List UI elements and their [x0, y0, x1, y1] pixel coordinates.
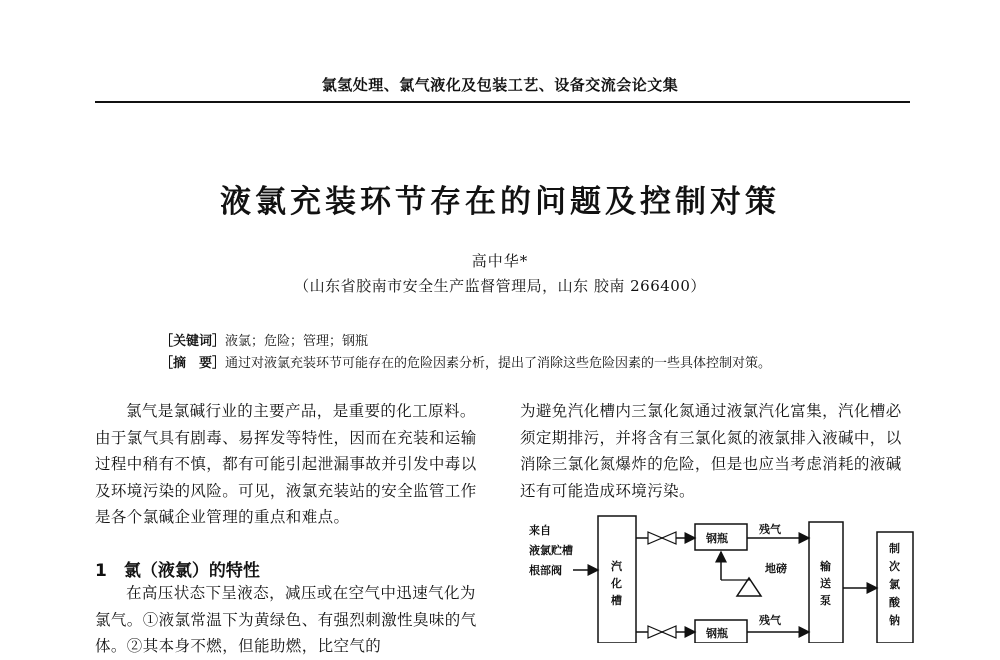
pump-label-1: 输	[820, 560, 831, 573]
vaporizer-label-1: 汽	[611, 560, 622, 573]
product-label-4: 酸	[889, 596, 900, 609]
scale-label: 地磅	[765, 562, 787, 575]
article-author: 高中华*	[471, 252, 529, 270]
product-label-3: 氯	[889, 578, 900, 591]
source-label-3: 根部阀	[529, 564, 562, 577]
bottom-valve-icon	[648, 626, 676, 638]
scale-triangle-icon	[737, 578, 761, 596]
abstract	[160, 352, 771, 371]
keywords	[160, 330, 368, 349]
product-label-5: 钠	[889, 614, 900, 627]
cylinder-bottom-label: 钢瓶	[706, 627, 728, 640]
pump-label-3: 泵	[820, 594, 831, 607]
residual-top-label: 残气	[759, 523, 781, 536]
source-label-2: 液氯贮槽	[529, 544, 573, 557]
article-title: 液氯充装环节存在的问题及控制对策	[220, 184, 780, 220]
abstract-text: 通过对液氯充装环节可能存在的危险因素分析，提出了消除这些危险因素的一些具体控制对策。	[225, 356, 772, 371]
vaporizer-label-3: 槽	[611, 594, 622, 607]
filling-process-diagram	[515, 508, 915, 643]
product-label-2: 次	[889, 560, 900, 573]
header-rule	[95, 101, 910, 103]
top-valve-icon	[648, 532, 676, 544]
cylinder-top-label: 钢瓶	[706, 532, 728, 545]
abstract-label: ［摘 要］	[160, 356, 226, 371]
pump-label-2: 送	[820, 577, 831, 590]
article-affiliation: （山东省胶南市安全生产监督管理局，山东 胶南 266400）	[294, 277, 706, 295]
section-1-paragraph: 在高压状态下呈液态，减压或在空气中迅速气化为氯气。①液氯常温下为黄绿色、有强烈刺激性臭味的气体。②其本身不燃，但能助燃，比空气的	[95, 584, 477, 655]
keywords-label: ［关键词］	[160, 334, 226, 349]
keywords-text: 液氯；危险；管理；钢瓶	[225, 334, 369, 349]
section-1-title: 1 氯（液氯）的特性	[95, 561, 260, 581]
journal-header: 氯氢处理、氯气液化及包装工艺、设备交流会论文集	[321, 76, 679, 94]
source-label-1: 来自	[529, 524, 551, 537]
right-paragraph: 为避免汽化槽内三氯化氮通过液氯汽化富集，汽化槽必须定期排污，并将含有三氯化氮的液氯排入液碱中，以消除三氯化氮爆炸的危险，但是也应当考虑消耗的液碱还有可能造成环境污染。	[520, 402, 902, 500]
product-label-1: 制	[889, 542, 900, 555]
residual-bottom-label: 残气	[759, 614, 781, 627]
intro-paragraph: 氯气是氯碱行业的主要产品，是重要的化工原料。由于氯气具有剧毒、易挥发等特性，因而在充装和运输过程中稍有不慎，都有可能引起泄漏事故并引发中毒以及环境污染的风险。可见，液氯充装站的安全监管工作是各个氯碱企业管理的重点和难点。	[95, 402, 477, 526]
vaporizer-label-2: 化	[611, 577, 622, 590]
